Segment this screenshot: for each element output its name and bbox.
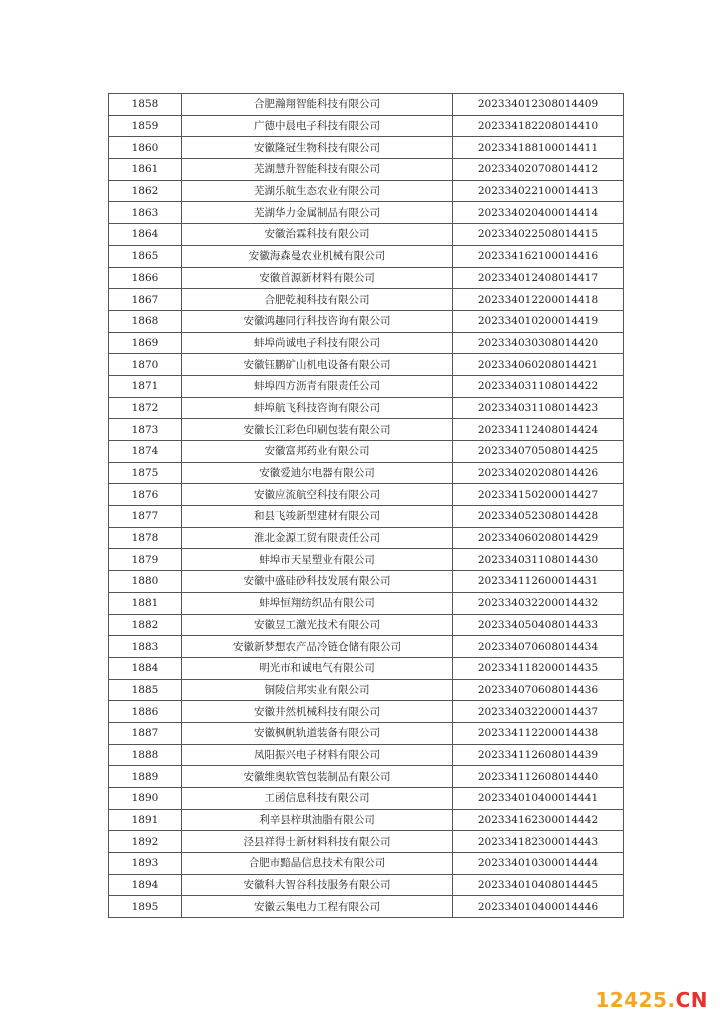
company-name-cell: 安徽爱迪尔电器有限公司 xyxy=(182,462,453,484)
watermark-domain: CN xyxy=(675,988,708,1012)
row-number-cell: 1868 xyxy=(109,310,182,332)
registration-code-cell: 202334162100014416 xyxy=(453,245,624,267)
table-row xyxy=(109,571,624,593)
table-row xyxy=(109,484,624,506)
row-number-cell: 1894 xyxy=(109,874,182,896)
row-number-cell: 1892 xyxy=(109,831,182,853)
registration-code-cell: 202334060208014421 xyxy=(453,354,624,376)
row-number-cell: 1862 xyxy=(109,180,182,202)
table-row xyxy=(109,375,624,397)
registration-code-cell: 202334022100014413 xyxy=(453,180,624,202)
table-row xyxy=(109,788,624,810)
row-number-cell: 1859 xyxy=(109,115,182,137)
registration-code-cell: 202334112408014424 xyxy=(453,419,624,441)
company-name-cell: 合肥市黯晶信息技术有限公司 xyxy=(182,853,453,875)
table-row xyxy=(109,766,624,788)
row-number-cell: 1888 xyxy=(109,744,182,766)
company-name-cell: 蚌埠尚诚电子科技有限公司 xyxy=(182,332,453,354)
table-row xyxy=(109,94,624,116)
table-row xyxy=(109,701,624,723)
registration-code-cell: 202334031108014423 xyxy=(453,397,624,419)
registration-code-cell: 202334112608014440 xyxy=(453,766,624,788)
table-row xyxy=(109,679,624,701)
registration-code-cell: 202334112608014439 xyxy=(453,744,624,766)
row-number-cell: 1891 xyxy=(109,809,182,831)
row-number-cell: 1858 xyxy=(109,94,182,116)
table-row xyxy=(109,592,624,614)
registration-code-cell: 202334010200014419 xyxy=(453,310,624,332)
site-watermark-logo xyxy=(595,988,708,1012)
table-row xyxy=(109,896,624,918)
row-number-cell: 1863 xyxy=(109,202,182,224)
row-number-cell: 1885 xyxy=(109,679,182,701)
company-name-cell: 安徽钰鹏矿山机电设备有限公司 xyxy=(182,354,453,376)
table-row xyxy=(109,115,624,137)
row-number-cell: 1881 xyxy=(109,592,182,614)
company-name-cell: 淮北金源工贸有限责任公司 xyxy=(182,527,453,549)
row-number-cell: 1886 xyxy=(109,701,182,723)
table-row xyxy=(109,224,624,246)
watermark-dot: . xyxy=(667,988,676,1012)
table-row xyxy=(109,831,624,853)
registration-code-cell: 202334070608014436 xyxy=(453,679,624,701)
table-row xyxy=(109,310,624,332)
table-row xyxy=(109,245,624,267)
registration-code-cell: 202334020208014426 xyxy=(453,462,624,484)
table-row xyxy=(109,419,624,441)
row-number-cell: 1893 xyxy=(109,853,182,875)
company-name-cell: 安徽云集电力工程有限公司 xyxy=(182,896,453,918)
registration-code-cell: 202334031108014422 xyxy=(453,375,624,397)
registration-code-cell: 202334112600014431 xyxy=(453,571,624,593)
registration-code-cell: 202334032200014437 xyxy=(453,701,624,723)
company-name-cell: 安徽隆冠生物科技有限公司 xyxy=(182,137,453,159)
registration-code-cell: 202334050408014433 xyxy=(453,614,624,636)
row-number-cell: 1879 xyxy=(109,549,182,571)
table-row xyxy=(109,180,624,202)
row-number-cell: 1866 xyxy=(109,267,182,289)
registration-code-cell: 202334010400014441 xyxy=(453,788,624,810)
table-row xyxy=(109,874,624,896)
table-row xyxy=(109,722,624,744)
company-name-cell: 安徽昱工激光技术有限公司 xyxy=(182,614,453,636)
registration-code-cell: 202334112200014438 xyxy=(453,722,624,744)
registration-table xyxy=(108,93,624,918)
registration-code-cell: 202334012200014418 xyxy=(453,289,624,311)
registration-code-cell: 202334020400014414 xyxy=(453,202,624,224)
registration-code-cell: 202334022508014415 xyxy=(453,224,624,246)
table-row xyxy=(109,332,624,354)
company-name-cell: 明光市和诚电气有限公司 xyxy=(182,657,453,679)
registration-code-cell: 202334060208014429 xyxy=(453,527,624,549)
table-row xyxy=(109,809,624,831)
row-number-cell: 1865 xyxy=(109,245,182,267)
table-row xyxy=(109,527,624,549)
row-number-cell: 1887 xyxy=(109,722,182,744)
registration-code-cell: 202334118200014435 xyxy=(453,657,624,679)
row-number-cell: 1875 xyxy=(109,462,182,484)
registration-code-cell: 202334032200014432 xyxy=(453,592,624,614)
registration-code-cell: 202334188100014411 xyxy=(453,137,624,159)
table-row xyxy=(109,462,624,484)
table-row xyxy=(109,159,624,181)
row-number-cell: 1882 xyxy=(109,614,182,636)
table-body xyxy=(109,94,624,918)
table-row xyxy=(109,744,624,766)
row-number-cell: 1864 xyxy=(109,224,182,246)
registration-code-cell: 202334162300014442 xyxy=(453,809,624,831)
row-number-cell: 1873 xyxy=(109,419,182,441)
company-name-cell: 铜陵信邦实业有限公司 xyxy=(182,679,453,701)
row-number-cell: 1860 xyxy=(109,137,182,159)
company-name-cell: 芜湖乐航生态农业有限公司 xyxy=(182,180,453,202)
company-name-cell: 工函信息科技有限公司 xyxy=(182,788,453,810)
company-name-cell: 和县飞竣新型建材有限公司 xyxy=(182,506,453,528)
company-name-cell: 广德中晨电子科技有限公司 xyxy=(182,115,453,137)
row-number-cell: 1874 xyxy=(109,441,182,463)
registration-code-cell: 202334150200014427 xyxy=(453,484,624,506)
company-name-cell: 芜湖华力金属制品有限公司 xyxy=(182,202,453,224)
company-name-cell: 利辛县梓琪油脂有限公司 xyxy=(182,809,453,831)
registration-code-cell: 202334030308014420 xyxy=(453,332,624,354)
table-row xyxy=(109,137,624,159)
table-row xyxy=(109,614,624,636)
row-number-cell: 1870 xyxy=(109,354,182,376)
table-row xyxy=(109,397,624,419)
registration-code-cell: 202334052308014428 xyxy=(453,506,624,528)
table-row xyxy=(109,441,624,463)
company-name-cell: 凤阳振兴电子材料有限公司 xyxy=(182,744,453,766)
company-name-cell: 蚌埠恒翔纺织品有限公司 xyxy=(182,592,453,614)
table-row xyxy=(109,267,624,289)
company-name-cell: 安徽新梦想农产品冷链仓储有限公司 xyxy=(182,636,453,658)
row-number-cell: 1883 xyxy=(109,636,182,658)
company-name-cell: 安徽枫帆轨道装备有限公司 xyxy=(182,722,453,744)
registration-code-cell: 202334182300014443 xyxy=(453,831,624,853)
registration-code-cell: 202334010400014446 xyxy=(453,896,624,918)
company-name-cell: 安徽井然机械科技有限公司 xyxy=(182,701,453,723)
row-number-cell: 1872 xyxy=(109,397,182,419)
registration-code-cell: 202334020708014412 xyxy=(453,159,624,181)
company-name-cell: 合肥瀚翔智能科技有限公司 xyxy=(182,94,453,116)
row-number-cell: 1876 xyxy=(109,484,182,506)
company-name-cell: 安徽海森曼农业机械有限公司 xyxy=(182,245,453,267)
row-number-cell: 1869 xyxy=(109,332,182,354)
company-name-cell: 安徽中盛硅砂科技发展有限公司 xyxy=(182,571,453,593)
company-name-cell: 安徽应流航空科技有限公司 xyxy=(182,484,453,506)
company-name-cell: 蚌埠四方沥青有限责任公司 xyxy=(182,375,453,397)
company-name-cell: 安徽长江彩色印刷包装有限公司 xyxy=(182,419,453,441)
company-name-cell: 安徽首源新材料有限公司 xyxy=(182,267,453,289)
watermark-number: 12425 xyxy=(595,988,668,1012)
table-row xyxy=(109,657,624,679)
registration-code-cell: 202334070608014434 xyxy=(453,636,624,658)
company-name-cell: 安徽科大智谷科技服务有限公司 xyxy=(182,874,453,896)
registration-code-cell: 202334010300014444 xyxy=(453,853,624,875)
company-name-cell: 泾县祥得士新材料科技有限公司 xyxy=(182,831,453,853)
registration-code-cell: 202334031108014430 xyxy=(453,549,624,571)
row-number-cell: 1889 xyxy=(109,766,182,788)
row-number-cell: 1871 xyxy=(109,375,182,397)
registration-code-cell: 202334012408014417 xyxy=(453,267,624,289)
company-name-cell: 蚌埠航飞科技咨询有限公司 xyxy=(182,397,453,419)
table-row xyxy=(109,549,624,571)
row-number-cell: 1890 xyxy=(109,788,182,810)
company-name-cell: 安徽维奥软管包装制品有限公司 xyxy=(182,766,453,788)
company-name-cell: 安徽治霖科技有限公司 xyxy=(182,224,453,246)
company-name-cell: 蚌埠市天星塑业有限公司 xyxy=(182,549,453,571)
row-number-cell: 1878 xyxy=(109,527,182,549)
table-row xyxy=(109,636,624,658)
registration-code-cell: 202334070508014425 xyxy=(453,441,624,463)
registration-code-cell: 202334010408014445 xyxy=(453,874,624,896)
company-name-cell: 安徽富邦药业有限公司 xyxy=(182,441,453,463)
row-number-cell: 1884 xyxy=(109,657,182,679)
table-row xyxy=(109,289,624,311)
row-number-cell: 1861 xyxy=(109,159,182,181)
registration-code-cell: 202334012308014409 xyxy=(453,94,624,116)
company-name-cell: 合肥乾昶科技有限公司 xyxy=(182,289,453,311)
table-row xyxy=(109,853,624,875)
row-number-cell: 1877 xyxy=(109,506,182,528)
company-name-cell: 芜湖慧升智能科技有限公司 xyxy=(182,159,453,181)
table-row xyxy=(109,354,624,376)
row-number-cell: 1867 xyxy=(109,289,182,311)
table-row xyxy=(109,506,624,528)
row-number-cell: 1880 xyxy=(109,571,182,593)
company-name-cell: 安徽鸿趣同行科技咨询有限公司 xyxy=(182,310,453,332)
table-row xyxy=(109,202,624,224)
registration-code-cell: 202334182208014410 xyxy=(453,115,624,137)
row-number-cell: 1895 xyxy=(109,896,182,918)
